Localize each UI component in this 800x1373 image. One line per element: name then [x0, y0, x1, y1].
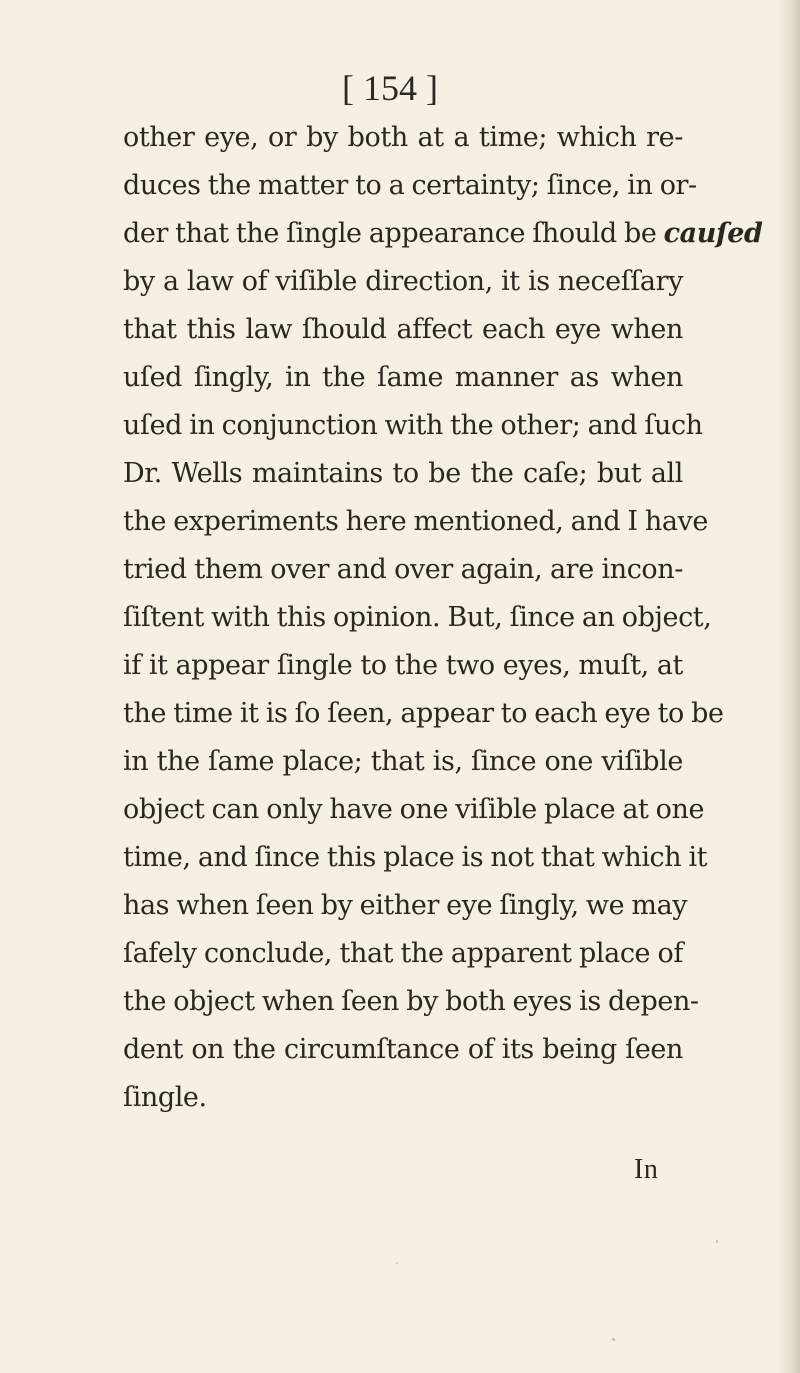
body-text [123, 114, 763, 1122]
text-line: the time it is ſo ſeen, appear to each eye to be [123, 698, 724, 729]
text-line: that this law ſhould affect each eye when [123, 314, 683, 345]
text-line: other eye, or by both at a time; which re- [123, 122, 683, 153]
paper-speck [612, 1338, 615, 1341]
text-line: ſiſtent with this opinion. But, ſince an object, [123, 602, 712, 633]
text-line-last: ſingle. [123, 1082, 207, 1113]
text-line: the object when ſeen by both eyes is depen- [123, 986, 699, 1017]
text-line: by a law of viſible direction, it is neceſſary [123, 266, 683, 297]
text-line: in the ſame place; that is, ſince one viſible [123, 746, 683, 777]
text-line: uſed in conjunction with the other; and ſuch [123, 410, 703, 441]
page-edge-shadow [778, 0, 800, 1373]
text-line: the experiments here mentioned, and I have [123, 506, 708, 537]
paper-speck [716, 1240, 718, 1243]
text-line: time, and ſince this place is not that which it [123, 842, 708, 873]
page-number: [ 154 ] [342, 68, 438, 108]
text-line: if it appear ſingle to the two eyes, muſt, at [123, 650, 683, 681]
text-line: ſafely conclude, that the apparent place of [123, 938, 683, 969]
text-line: uſed ſingly, in the ſame manner as when [123, 362, 683, 393]
text-line: dent on the circumſtance of its being ſeen [123, 1034, 683, 1065]
text-line: Dr. Wells maintains to be the caſe; but all [123, 458, 683, 489]
text-line: object can only have one viſible place at one [123, 794, 705, 825]
text-line: duces the matter to a certainty; ſince, in or- [123, 170, 697, 201]
catchword: In [634, 1154, 659, 1185]
text-line: has when ſeen by either eye ſingly, we may [123, 890, 688, 921]
italic-emphasis: cauſed [663, 218, 763, 249]
text-line: der that the ſingle appearance ſhould be cauſed [123, 218, 763, 249]
text-line: tried them over and over again, are incon- [123, 554, 683, 585]
paper-speck [396, 1262, 398, 1264]
